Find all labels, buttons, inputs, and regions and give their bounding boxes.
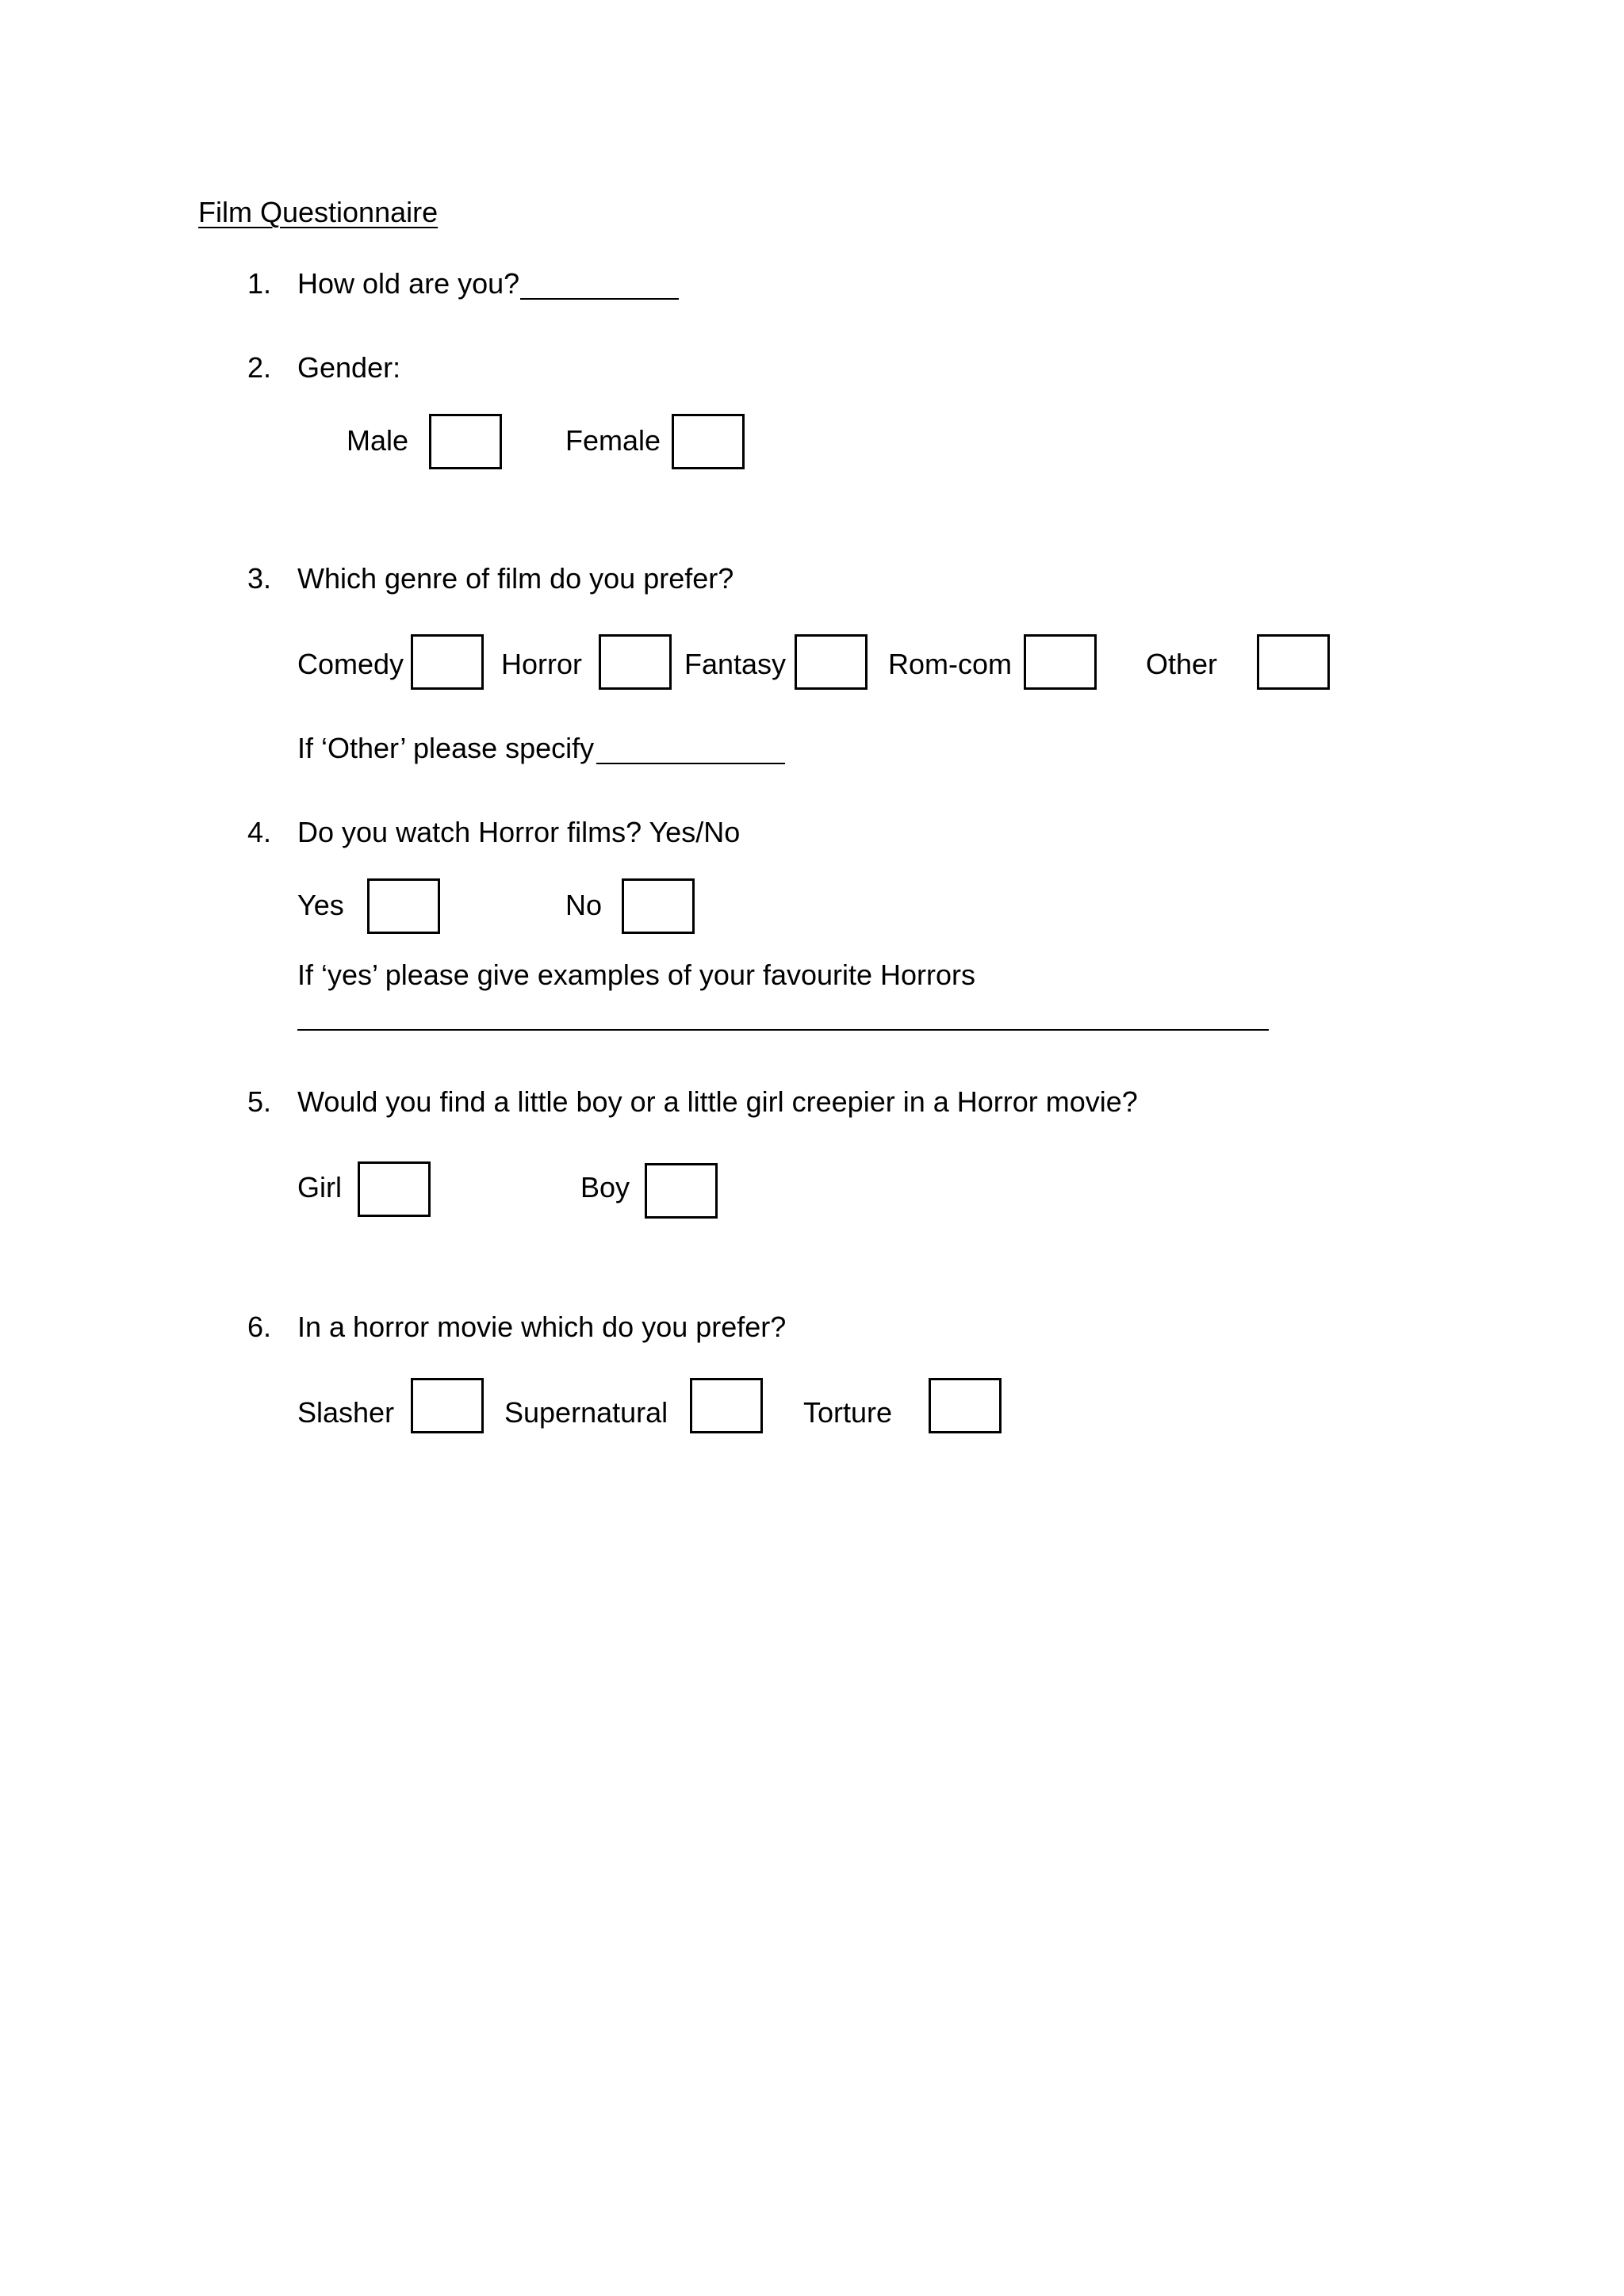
favourite-horrors-line[interactable] [297,1029,1269,1031]
option-other-label: Other [1146,648,1218,680]
option-torture-label: Torture [803,1396,893,1429]
option-male-label: Male [347,424,409,457]
fantasy-checkbox[interactable] [795,634,868,690]
other-specify-line[interactable] [596,763,785,764]
question-5-number: 5. [247,1085,272,1118]
option-girl-label: Girl [297,1171,342,1203]
other-checkbox[interactable] [1257,634,1330,690]
horror-checkbox[interactable] [599,634,672,690]
option-boy-label: Boy [580,1171,630,1203]
option-slasher-label: Slasher [297,1396,395,1429]
romcom-checkbox[interactable] [1024,634,1097,690]
option-comedy-label: Comedy [297,648,404,680]
option-yes-label: Yes [297,889,344,921]
page-title: Film Questionnaire [198,196,439,228]
question-1-number: 1. [247,267,272,300]
option-fantasy-label: Fantasy [684,648,787,680]
question-6-text: In a horror movie which do you prefer? [297,1311,787,1343]
slasher-checkbox[interactable] [411,1378,484,1433]
girl-checkbox[interactable] [358,1161,431,1217]
male-checkbox[interactable] [429,414,502,469]
supernatural-checkbox[interactable] [690,1378,763,1433]
question-3-text: Which genre of film do you prefer? [297,562,734,595]
other-specify-label: If ‘Other’ please specify [297,732,595,764]
option-romcom-label: Rom-com [888,648,1013,680]
question-4-text: Do you watch Horror films? Yes/No [297,816,741,848]
question-4-number: 4. [247,816,272,848]
female-checkbox[interactable] [672,414,745,469]
question-3-number: 3. [247,562,272,595]
age-answer-line[interactable] [520,298,679,300]
option-horror-label: Horror [501,648,583,680]
question-2-number: 2. [247,351,272,384]
question-6-number: 6. [247,1311,272,1343]
yes-checkbox[interactable] [367,878,440,934]
question-2-text: Gender: [297,351,401,384]
torture-checkbox[interactable] [929,1378,1002,1433]
option-no-label: No [565,889,603,921]
question-5-text: Would you find a little boy or a little girl creepier in a Horror movie? [297,1085,1138,1118]
question-1-text: How old are you? [297,267,520,300]
comedy-checkbox[interactable] [411,634,484,690]
option-female-label: Female [565,424,661,457]
option-supernatural-label: Supernatural [504,1396,668,1429]
favourite-horrors-label: If ‘yes’ please give examples of your favourite Horrors [297,959,976,991]
boy-checkbox[interactable] [645,1163,718,1219]
no-checkbox[interactable] [622,878,695,934]
